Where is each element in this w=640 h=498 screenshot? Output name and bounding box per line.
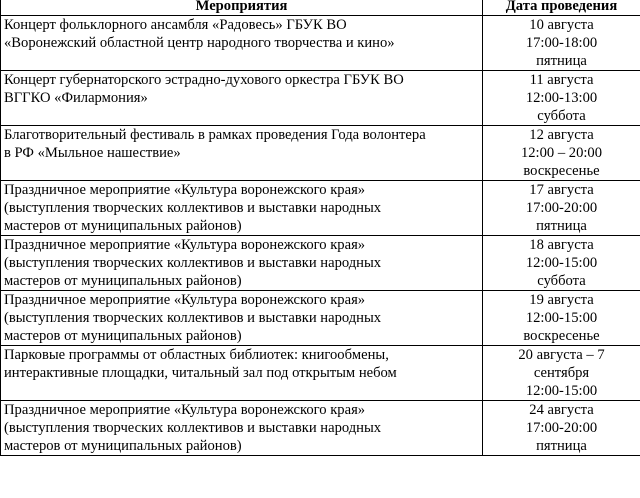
- date-text-line: 12:00-15:00: [525, 310, 598, 326]
- event-text-line: Парковые программы от областных библиотек: книгообмены,: [4, 347, 389, 363]
- date-text-line: суббота: [537, 273, 586, 289]
- date-text-line: 17:00-20:00: [525, 420, 598, 436]
- date-text-line: 12:00-15:00: [525, 383, 598, 399]
- event-cell: [1, 71, 483, 126]
- event-text-line: (выступления творческих коллективов и выставки народных: [4, 255, 382, 271]
- date-text-line: 17 августа: [529, 182, 594, 198]
- date-text-line: 19 августа: [529, 292, 594, 308]
- date-cell: [483, 71, 640, 126]
- event-cell: [1, 401, 483, 456]
- date-text-line: 17:00-18:00: [525, 35, 598, 51]
- event-cell: [1, 126, 483, 181]
- date-cell: [483, 291, 640, 346]
- table-row: [1, 181, 640, 236]
- event-text-line: в РФ «Мыльное нашествие»: [4, 145, 181, 161]
- date-text-line: 11 августа: [529, 72, 594, 88]
- event-text-line: мастеров от муниципальных районов): [4, 218, 242, 234]
- event-text-line: (выступления творческих коллективов и выставки народных: [4, 420, 382, 436]
- table-row: [1, 16, 640, 71]
- event-text-line: Благотворительный фестиваль в рамках проведения Года волонтера: [4, 127, 426, 143]
- event-text-line: мастеров от муниципальных районов): [4, 438, 242, 454]
- table-row: [1, 236, 640, 291]
- event-text-line: Праздничное мероприятие «Культура воронежского края»: [4, 237, 366, 253]
- date-text-line: 18 августа: [529, 237, 594, 253]
- table-row: [1, 126, 640, 181]
- table-row: [1, 291, 640, 346]
- event-text-line: Концерт фольклорного ансамбля «Радовесь» ГБУК ВО: [4, 17, 347, 33]
- event-text-line: Концерт губернаторского эстрадно-духового оркестра ГБУК ВО: [4, 72, 404, 88]
- event-cell: [1, 236, 483, 291]
- date-text-line: 12 августа: [529, 127, 594, 143]
- date-text-line: воскресенье: [523, 328, 600, 344]
- date-cell: [483, 16, 640, 71]
- event-cell: [1, 181, 483, 236]
- table-row: [1, 71, 640, 126]
- date-text-line: воскресенье: [523, 163, 600, 179]
- event-text-line: (выступления творческих коллективов и выставки народных: [4, 310, 382, 326]
- date-text-line: 12:00-15:00: [525, 255, 598, 271]
- event-text-line: мастеров от муниципальных районов): [4, 328, 242, 344]
- event-text-line: (выступления творческих коллективов и выставки народных: [4, 200, 382, 216]
- date-cell: [483, 126, 640, 181]
- header-events: Мероприятия: [1, 0, 483, 16]
- date-text-line: пятница: [536, 438, 587, 454]
- event-text-line: интерактивные площадки, читальный зал под открытым небом: [4, 365, 397, 381]
- event-text-line: ВГГКО «Филармония»: [4, 90, 148, 106]
- date-text-line: 17:00-20:00: [525, 200, 598, 216]
- date-cell: [483, 346, 640, 401]
- date-text-line: 12:00 – 20:00: [520, 145, 603, 161]
- date-cell: [483, 181, 640, 236]
- date-text-line: 12:00-13:00: [525, 90, 598, 106]
- date-text-line: 20 августа – 7: [518, 347, 605, 363]
- header-date: Дата проведения: [483, 0, 640, 16]
- event-cell: [1, 291, 483, 346]
- table-row: [1, 401, 640, 456]
- event-text-line: мастеров от муниципальных районов): [4, 273, 242, 289]
- table-row: [1, 346, 640, 401]
- table-body: [1, 16, 640, 456]
- date-text-line: пятница: [536, 53, 587, 69]
- date-text-line: суббота: [537, 108, 586, 124]
- event-text-line: Праздничное мероприятие «Культура воронежского края»: [4, 292, 366, 308]
- date-text-line: 24 августа: [529, 402, 594, 418]
- date-cell: [483, 236, 640, 291]
- event-text-line: Праздничное мероприятие «Культура воронежского края»: [4, 402, 366, 418]
- event-text-line: «Воронежский областной центр народного творчества и кино»: [4, 35, 395, 51]
- date-text-line: пятница: [536, 218, 587, 234]
- table-header-row: [1, 0, 640, 16]
- date-cell: [483, 401, 640, 456]
- event-text-line: Праздничное мероприятие «Культура воронежского края»: [4, 182, 366, 198]
- event-cell: [1, 346, 483, 401]
- date-text-line: сентября: [533, 365, 590, 381]
- event-cell: [1, 16, 483, 71]
- date-text-line: 10 августа: [529, 17, 594, 33]
